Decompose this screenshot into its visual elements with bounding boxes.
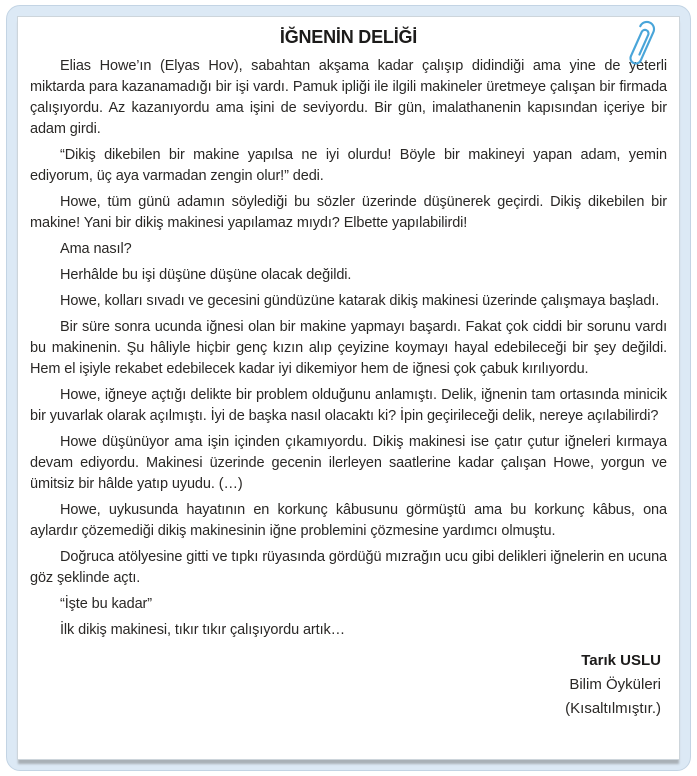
passage-title: İĞNENİN DELİĞİ — [279, 27, 418, 47]
passage-body — [30, 56, 667, 641]
passage-paragraph: Howe, uykusunda hayatının en korkunç kâbusunu görmüştü ama bu korkunç kâbus, ona aylardır çözemediği dikiş makinesinin iğne problemini çözmesine yardımcı olmuştu. — [30, 502, 667, 539]
author-name: Tarık USLU — [581, 652, 661, 669]
passage-paragraph: Howe, iğneye açtığı delikte bir problem olduğunu anlamıştı. Delik, iğnenin tam ortasında minicik bir yuvarlak olarak açılmıştı. İyi de başka nasıl olacaktı ki? İpin geçirileceği delik, nereye açılabilirdi? — [30, 387, 667, 424]
passage-paragraph: Howe, kolları sıvadı ve gecesini gündüzüne katarak dikiş makinesi üzerinde çalışmaya başladı. — [60, 293, 660, 309]
attribution-block — [30, 649, 667, 721]
passage-paragraph: Howe düşünüyor ama işin içinden çıkamıyordu. Dikiş makinesi ise çatır çutur iğneleri kırmaya devam ediyordu. Makinesi üzerinde gecenin ilerleyen saatlerine kadar çalışan Howe, yorgun ve ümitsiz bir hâlde yatıp uyudu. (…) — [30, 434, 667, 492]
passage-paragraph: İlk dikiş makinesi, tıkır tıkır çalışıyordu artık… — [60, 622, 346, 638]
passage-paragraph: Doğruca atölyesine gitti ve tıpkı rüyasında gördüğü mızrağın ucu gibi delikleri iğnelerin en ucuna göz şeklinde açtı. — [30, 549, 667, 586]
passage-paragraph: Howe, tüm günü adamın söylediği bu sözler üzerinde düşünerek geçirdi. Dikiş dikebilen bir makine! Yani bir dikiş makinesi yapılamaz mıydı? Elbette yapılabilirdi! — [30, 194, 667, 231]
passage-paragraph: “Dikiş dikebilen bir makine yapılsa ne iyi olurdu! Böyle bir makineyi yapan adam, yemin ediyorum, üç aya varmadan zengin olur!” dedi. — [30, 147, 667, 184]
passage-frame — [6, 5, 691, 771]
passage-card — [17, 16, 680, 760]
abridged-note: (Kısaltılmıştır.) — [565, 700, 661, 717]
passage-paragraph: Ama nasıl? — [60, 241, 132, 257]
passage-paragraph: Elias Howe’ın (Elyas Hov), sabahtan akşama kadar çalışıp didindiği ama yine de yeterli miktarda para kazanamadığı bir işi vardı. Pamuk ipliği ile ilgili makineler üretmeye çalışan bir firmada çalışıyordu. Az kazanıyordu ama işini de seviyordu. Bir gün, imalathanenin kapısından içeriye bir adam girdi. — [30, 58, 667, 137]
source-title: Bilim Öyküleri — [569, 676, 661, 693]
passage-paragraph: Bir süre sonra ucunda iğnesi olan bir makine yapmayı başardı. Fakat çok ciddi bir sorunu vardı bu makinenin. Şu hâliyle hiçbir genç kızın alıp çeyizine koymayı hayal edebileceği bir şey değildi. Hem el işiyle rekabet edebilecek kadar iyi dikemiyor hem de iğnesi çok çabuk kırılıyordu. — [30, 319, 667, 377]
passage-paragraph: “İşte bu kadar” — [60, 596, 152, 612]
passage-paragraph: Herhâlde bu işi düşüne düşüne olacak değildi. — [60, 267, 352, 283]
